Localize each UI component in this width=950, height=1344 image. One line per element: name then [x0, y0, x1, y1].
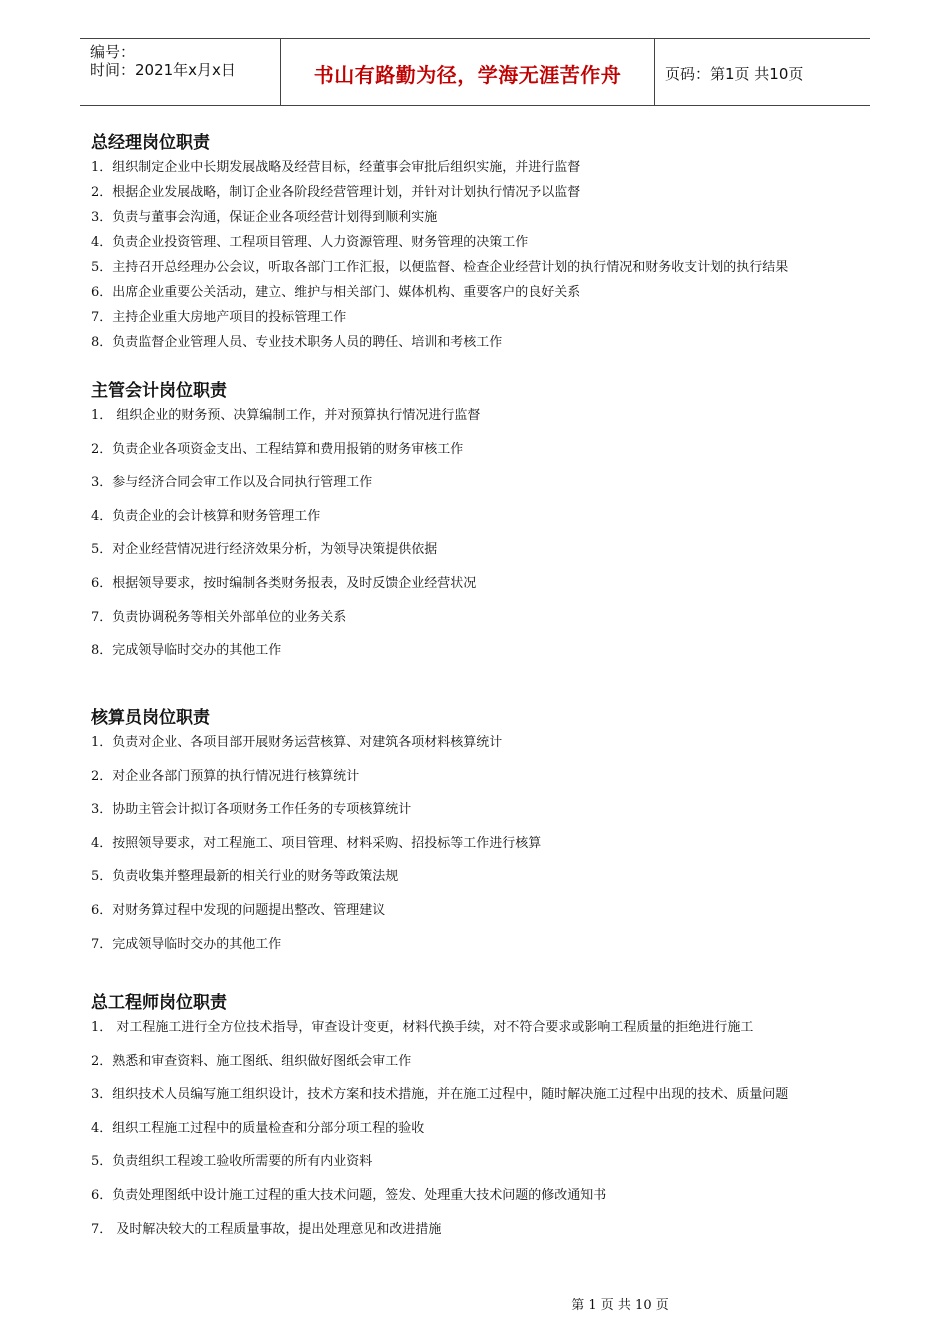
list-item: 6．对财务算过程中发现的问题提出整改、管理建议 — [91, 902, 386, 918]
document-code-label: 编号： — [90, 43, 136, 61]
list-item: 5．对企业经营情况进行经济效果分析，为领导决策提供依据 — [91, 542, 438, 558]
list-item: 5．负责组织工程竣工验收所需要的所有内业资料 — [91, 1154, 373, 1170]
section-title: 总工程师岗位职责 — [91, 993, 227, 1013]
section-title: 核算员岗位职责 — [91, 708, 210, 728]
list-item: 2．熟悉和审查资料、施工图纸、组织做好图纸会审工作 — [91, 1053, 412, 1069]
list-item: 2．根据企业发展战略，制订企业各阶段经营管理计划，并针对计划执行情况予以监督 — [91, 185, 581, 200]
list-item: 2．负责企业各项资金支出、工程结算和费用报销的财务审核工作 — [91, 441, 464, 457]
list-item: 1．负责对企业、各项目部开展财务运营核算、对建筑各项材料核算统计 — [91, 735, 503, 750]
section-chief-engineer — [91, 990, 891, 1251]
section-accounting-clerk — [91, 705, 891, 966]
list-item: 2．对企业各部门预算的执行情况进行核算统计 — [91, 768, 360, 784]
header-motto: 书山有路勤为径，学海无涯苦作舟 — [313, 63, 622, 87]
list-item: 5．主持召开总经理办公会议，听取各部门工作汇报，以便监督、检查企业经营计划的执行情况和财务收支计划的执行结果 — [91, 260, 789, 275]
header-motto-cell — [280, 39, 655, 105]
document-header — [80, 38, 870, 106]
list-item: 8．完成领导临时交办的其他工作 — [91, 643, 282, 659]
list-item: 3．负责与董事会沟通，保证企业各项经营计划得到顺利实施 — [91, 210, 438, 225]
list-item: 1． 组织企业的财务预、决算编制工作，并对预算执行情况进行监督 — [91, 408, 481, 423]
section-title: 主管会计岗位职责 — [91, 381, 227, 401]
list-item: 6．负责处理图纸中设计施工过程的重大技术问题，签发、处理重大技术问题的修改通知书 — [91, 1187, 607, 1203]
list-item: 4．负责企业投资管理、工程项目管理、人力资源管理、财务管理的决策工作 — [91, 235, 529, 250]
list-item: 7．负责协调税务等相关外部单位的业务关系 — [91, 609, 347, 625]
header-left-cell — [80, 39, 280, 105]
section-chief-accountant — [91, 378, 891, 673]
list-item: 7．主持企业重大房地产项目的投标管理工作 — [91, 310, 347, 325]
list-item: 7．完成领导临时交办的其他工作 — [91, 936, 282, 952]
footer-page-number: 第 1 页 共 10 页 — [571, 1298, 669, 1313]
list-item: 1． 对工程施工进行全方位技术指导，审查设计变更，材料代换手续，对不符合要求或影响工程质量的拒绝进行施工 — [91, 1020, 754, 1035]
document-time-label: 时间：2021年x月x日 — [90, 61, 236, 79]
list-item: 3．参与经济合同会审工作以及合同执行管理工作 — [91, 475, 373, 491]
list-item: 3．协助主管会计拟订各项财务工作任务的专项核算统计 — [91, 802, 412, 818]
section-title: 总经理岗位职责 — [91, 133, 210, 153]
list-item: 6．根据领导要求，按时编制各类财务报表，及时反馈企业经营状况 — [91, 575, 477, 591]
header-page-info: 页码：第1页 共10页 — [665, 65, 804, 83]
list-item: 7． 及时解决较大的工程质量事故，提出处理意见和改进措施 — [91, 1221, 442, 1237]
list-item: 6．出席企业重要公关活动，建立、维护与相关部门、媒体机构、重要客户的良好关系 — [91, 285, 581, 300]
section-general-manager — [91, 130, 891, 355]
list-item: 4．组织工程施工过程中的质量检查和分部分项工程的验收 — [91, 1120, 425, 1136]
list-item: 8．负责监督企业管理人员、专业技术职务人员的聘任、培训和考核工作 — [91, 335, 503, 350]
list-item: 4．按照领导要求，对工程施工、项目管理、材料采购、招投标等工作进行核算 — [91, 835, 542, 851]
list-item: 4．负责企业的会计核算和财务管理工作 — [91, 508, 321, 524]
list-item: 3．组织技术人员编写施工组织设计，技术方案和技术措施，并在施工过程中，随时解决施工过程中出现的技术、质量问题 — [91, 1087, 789, 1103]
header-page-cell — [655, 39, 870, 105]
list-item: 5．负责收集并整理最新的相关行业的财务等政策法规 — [91, 869, 399, 885]
page-footer — [0, 1294, 950, 1313]
list-item: 1．组织制定企业中长期发展战略及经营目标，经董事会审批后组织实施，并进行监督 — [91, 160, 581, 175]
